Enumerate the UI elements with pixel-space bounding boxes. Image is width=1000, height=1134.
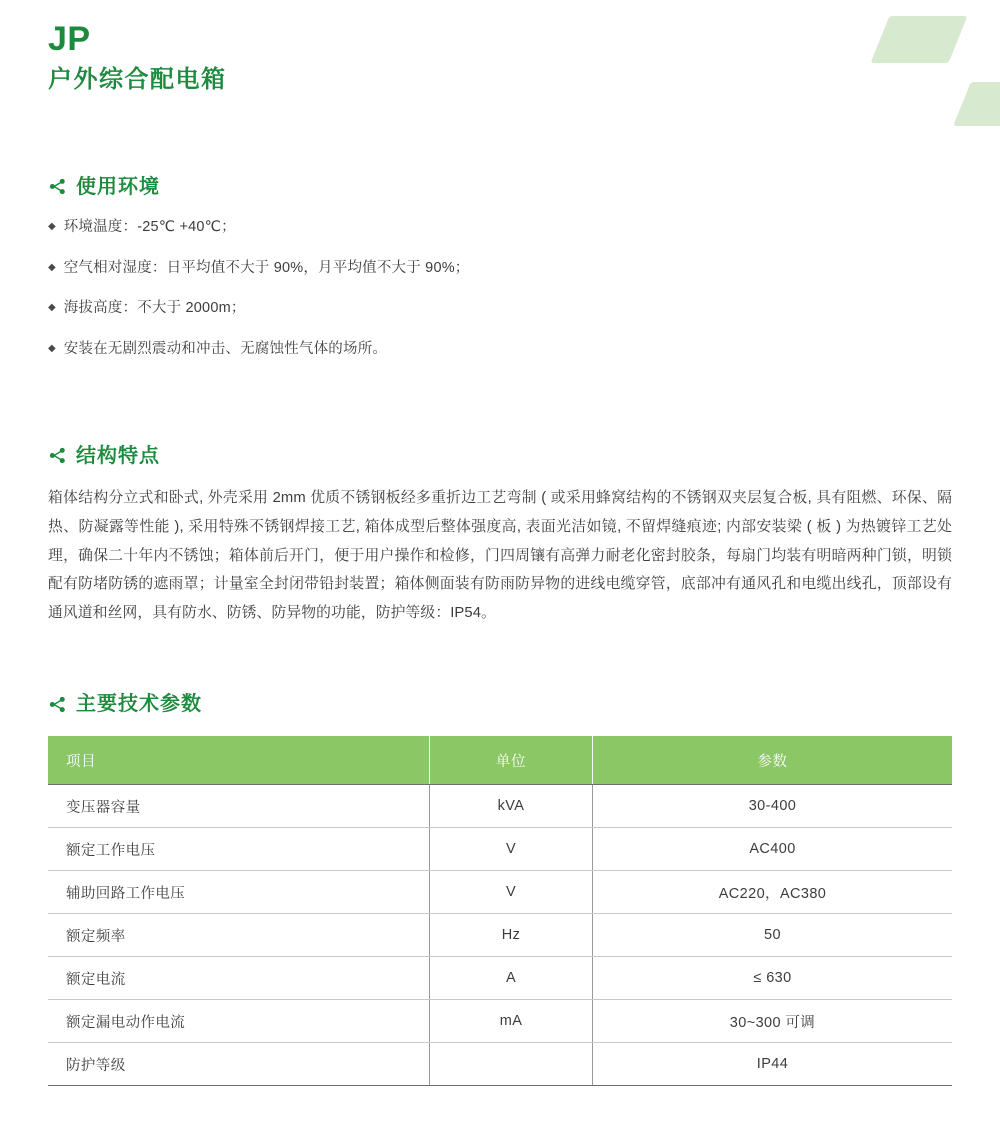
cell-item: 变压器容量 [48, 785, 430, 828]
section-environment [0, 177, 1000, 361]
list-item-text: 空气相对湿度：日平均值不大于 90%，月平均值不大于 90%； [63, 259, 470, 276]
cell-unit [430, 1043, 593, 1086]
bullet-diamond-icon: ◆ [48, 343, 56, 355]
cell-unit: V [430, 828, 593, 871]
bullet-diamond-icon: ◆ [48, 261, 56, 273]
section-title-environment: 使用环境 [76, 175, 160, 198]
cell-unit: A [430, 957, 593, 1000]
list-item-text: 海拔高度：不大于 2000m； [63, 300, 246, 317]
column-header-param: 参数 [593, 736, 953, 785]
section-heading-structure [48, 446, 952, 466]
table-row [48, 828, 952, 871]
section-title-parameters: 主要技术参数 [76, 693, 202, 716]
bullet-diamond-icon: ◆ [48, 302, 56, 314]
cell-unit: Hz [430, 914, 593, 957]
spacer-after-structure [0, 628, 1000, 694]
share-nodes-icon [48, 695, 67, 714]
cell-item: 额定电流 [48, 957, 430, 1000]
list-item [48, 298, 952, 320]
structure-description: 箱体结构分立式和卧式, 外壳采用 2mm 优质不锈钢板经多重折边工艺弯制 ( 或采用蜂窝结构的不锈钢双夹层复合板, 具有阻燃、环保、隔热、防凝露等性能 ), 采用特殊不锈钢焊接工艺, 箱体成型后整体强度高, 表面光洁如镜, 不留焊缝痕迹; 内部安装梁 ( 板 ) 为热镀锌工艺处理，确保二十年内不锈蚀；箱体前后开门，便于用户操作和检修，门四周镶有高弹力耐老化密封胶条，每扇门均装有明暗两种门锁，明锁配有防堵防锈的遮雨罩；计量室全封闭带铅封装置；箱体侧面装有防雨防异物的进线电缆穿管，底部冲有通风孔和电缆出线孔，顶部设有通风道和丝网，具有防水、防锈、防异物的功能，防护等级：IP54。 [48, 489, 952, 622]
table-body [48, 785, 952, 1086]
environment-list [48, 217, 952, 361]
cell-param: IP44 [593, 1043, 953, 1086]
section-parameters [0, 694, 1000, 1086]
section-title-structure: 结构特点 [76, 444, 160, 467]
table-header-row [48, 736, 952, 785]
cell-item: 额定频率 [48, 914, 430, 957]
bullet-diamond-icon: ◆ [48, 220, 56, 232]
cell-item: 防护等级 [48, 1043, 430, 1086]
table-row [48, 914, 952, 957]
list-item-text: 安装在无剧烈震动和冲击、无腐蚀性气体的场所。 [63, 341, 388, 358]
cell-unit: V [430, 871, 593, 914]
technical-parameters-table [48, 736, 952, 1086]
column-header-item: 项目 [48, 736, 430, 785]
cell-item: 额定工作电压 [48, 828, 430, 871]
cell-param: 30~300 可调 [593, 1000, 953, 1043]
product-code: JP [48, 20, 91, 58]
spacer-after-header [0, 95, 1000, 177]
table-row [48, 1000, 952, 1043]
list-item-text: 环境温度：-25℃ +40℃； [63, 218, 236, 235]
page-header [0, 0, 1000, 95]
section-heading-environment [48, 177, 952, 197]
share-nodes-icon [48, 177, 67, 196]
table-row [48, 957, 952, 1000]
share-nodes-icon [48, 446, 67, 465]
section-structure [0, 446, 1000, 628]
table-row [48, 1043, 952, 1086]
page-title: 户外综合配电箱 [48, 65, 227, 93]
cell-item: 额定漏电动作电流 [48, 1000, 430, 1043]
table-row [48, 785, 952, 828]
cell-item: 辅助回路工作电压 [48, 871, 430, 914]
cell-unit: kVA [430, 785, 593, 828]
list-item [48, 217, 952, 239]
cell-unit: mA [430, 1000, 593, 1043]
section-heading-parameters [48, 694, 952, 714]
spacer-after-environment [0, 380, 1000, 446]
cell-param: 50 [593, 914, 953, 957]
cell-param: AC220，AC380 [593, 871, 953, 914]
column-header-unit: 单位 [430, 736, 593, 785]
table-row [48, 871, 952, 914]
cell-param: ≤ 630 [593, 957, 953, 1000]
list-item [48, 258, 952, 280]
table-head [48, 736, 952, 785]
cell-param: AC400 [593, 828, 953, 871]
list-item [48, 339, 952, 361]
cell-param: 30-400 [593, 785, 953, 828]
